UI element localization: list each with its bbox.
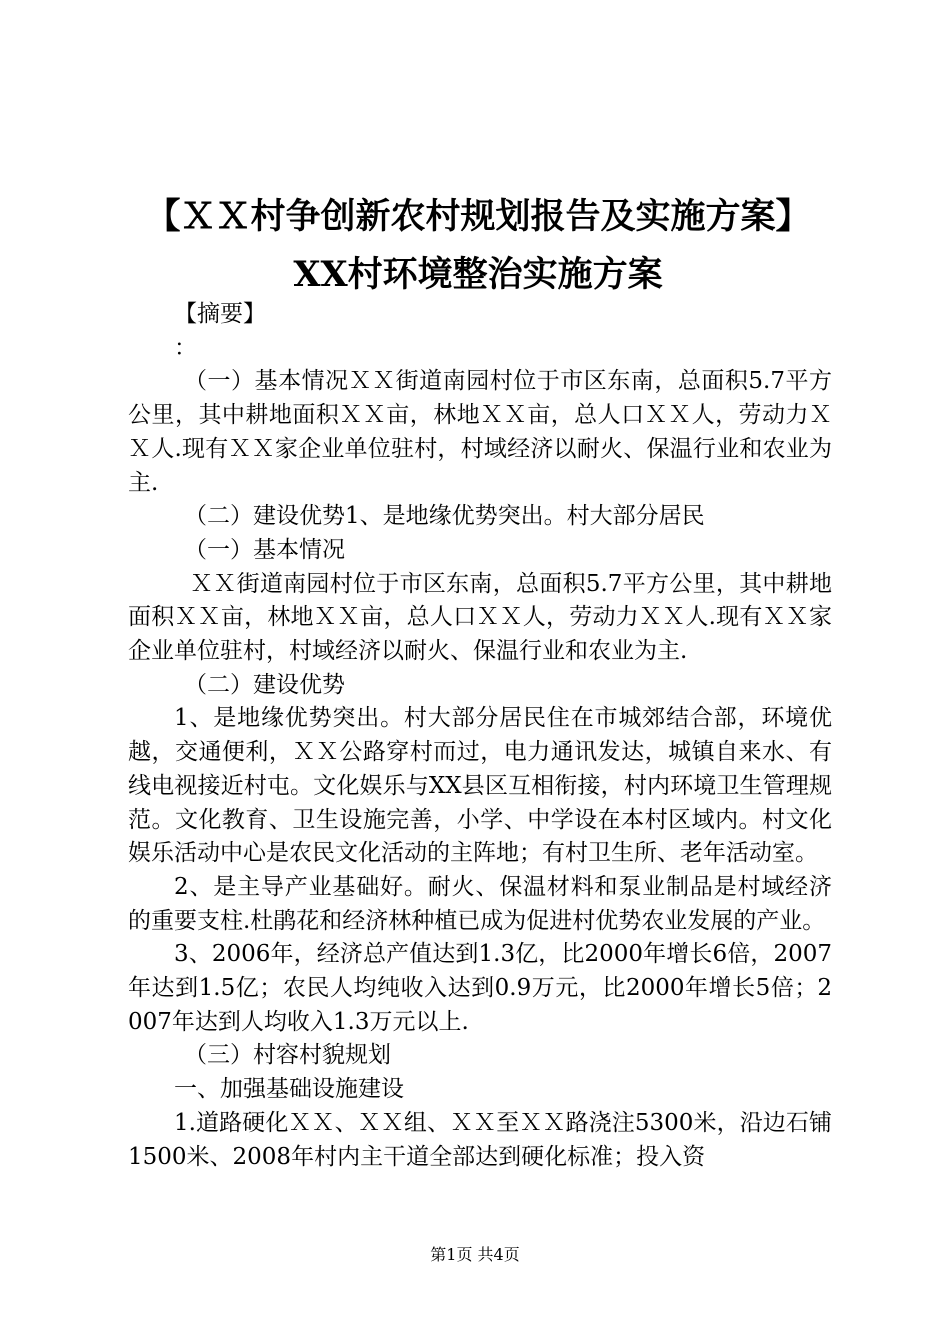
- paragraph-advantage-2: 2、是主导产业基础好。耐火、保温材料和泵业制品是村域经济的重要支柱.杜鹃花和经济林种植已成为促进村优势农业发展的产业。: [128, 873, 832, 934]
- subheading-infrastructure: 一、加强基础设施建设: [174, 1076, 404, 1103]
- document-title: 【ＸＸ村争创新农村规划报告及实施方案】XX村环境整治实施方案: [145, 196, 811, 295]
- abstract-paragraph-1: （一）基本情况ＸＸ街道南园村位于市区东南，总面积5.7平方公里，其中耕地面积ＸＸ亩，林地ＸＸ亩，总人口ＸＸ人，劳动力ＸＸ人.现有ＸＸ家企业单位驻村，村域经济以耐火、保温行业和农业为主.: [128, 368, 832, 496]
- section-heading-village-planning: （三）村容村貌规划: [184, 1042, 391, 1069]
- document-body: [128, 298, 832, 1174]
- section-heading-advantages: （二）建设优势: [184, 671, 345, 698]
- paragraph-advantage-1: 1、是地缘优势突出。村大部分居民住在市城郊结合部，环境优越，交通便利，ＸＸ公路穿村而过，电力通讯发达，城镇自来水、有线电视接近村屯。文化娱乐与XX县区互相衔接，村内环境卫生管理规范。文化教育、卫生设施完善，小学、中学设在本村区域内。村文化娱乐活动中心是农民文化活动的主阵地；有村卫生所、老年活动室。: [128, 705, 832, 867]
- abstract-paragraph-2: （二）建设优势1、是地缘优势突出。村大部分居民: [184, 503, 705, 530]
- page-footer: 第1页 共4页: [430, 1245, 520, 1264]
- section-heading-basic-situation: （一）基本情况: [184, 536, 345, 563]
- paragraph-advantage-3: 3、2006年，经济总产值达到1.3亿，比2000年增长6倍，2007年达到1.5亿；农民人均纯收入达到0.9万元，比2000年增长5倍；2007年达到人均收入1.3万元以上.: [128, 941, 832, 1035]
- paragraph-road-hardening: 1.道路硬化ＸＸ、ＸＸ组、ＸＸ至ＸＸ路浇注5300米，沿边石铺1500米、2008年村内主干道全部达到硬化标准；投入资: [128, 1109, 832, 1170]
- abstract-colon: ：: [174, 334, 197, 361]
- abstract-heading: 【摘要】: [174, 301, 266, 327]
- paragraph-basic-situation: ＸＸ街道南园村位于市区东南，总面积5.7平方公里，其中耕地面积ＸＸ亩，林地ＸＸ亩，总人口ＸＸ人，劳动力ＸＸ人.现有ＸＸ家企业单位驻村，村域经济以耐火、保温行业和农业为主.: [128, 570, 832, 665]
